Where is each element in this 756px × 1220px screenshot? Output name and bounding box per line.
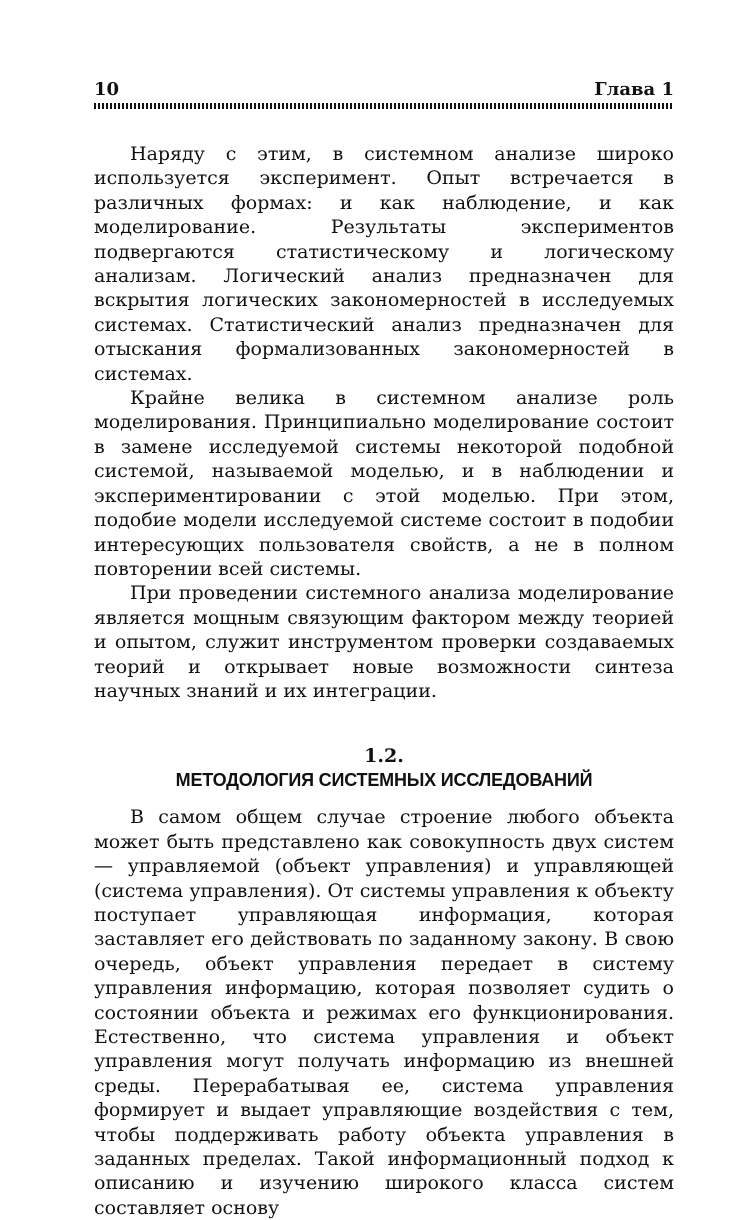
section-number: 1.2.	[364, 745, 404, 768]
running-head	[94, 80, 674, 100]
paragraph: В самом общем случае строение любого объекта может быть представлено как совокупность двух систем — управляемой (объект управления) и управляющей (система управления). От системы управления к объекту поступает управляющая информация, которая заставляет его действовать по заданному закону. В свою очередь, объект управления передает в систему управления информацию, которая позволяет судить о состоянии объекта и режимах его функционирования. Естественно, что система управления и объект управления могут получать информацию из внешней среды. Перерабатывая ее, система управления формирует и выдает управляющие воздействия с тем, чтобы поддерживать работу объекта управления в заданных пределах. Такой информационный подход к описанию и изучению широкого класса систем составляет основу	[94, 806, 674, 1219]
section-title: МЕТОДОЛОГИЯ СИСТЕМНЫХ ИССЛЕДОВАНИЙ	[175, 770, 593, 791]
header-rule	[94, 103, 674, 109]
page-number: 10	[94, 79, 120, 100]
paragraph: При проведении системного анализа моделирование является мощным связующим фактором между теорией и опытом, служит инструментом проверки создаваемых теорий и открывает новые возможности синтеза научных знаний и их интеграции.	[94, 582, 674, 702]
paragraph: Крайне велика в системном анализе роль моделирования. Принципиально моделирование состоит в замене исследуемой системы некоторой подобной системой, называемой моделью, и в наблюдении и экспериментировании с этой моделью. При этом, подобие модели исследуемой системе состоит в подобии интересующих пользователя свойств, а не в полном повторении всей системы.	[94, 387, 674, 580]
chapter-label: Глава 1	[594, 79, 674, 100]
body-text	[94, 142, 674, 1220]
paragraph: Наряду с этим, в системном анализе широко используется эксперимент. Опыт встречается в различных формах: и как наблюдение, и как моделирование. Результаты экспериментов подвергаются статистическому и логическому анализам. Логический анализ предназначен для вскрытия логических закономерностей в исследуемых системах. Статистический анализ предназначен для отыскания формализованных закономерностей в системах.	[94, 143, 674, 385]
section-heading	[94, 744, 674, 792]
